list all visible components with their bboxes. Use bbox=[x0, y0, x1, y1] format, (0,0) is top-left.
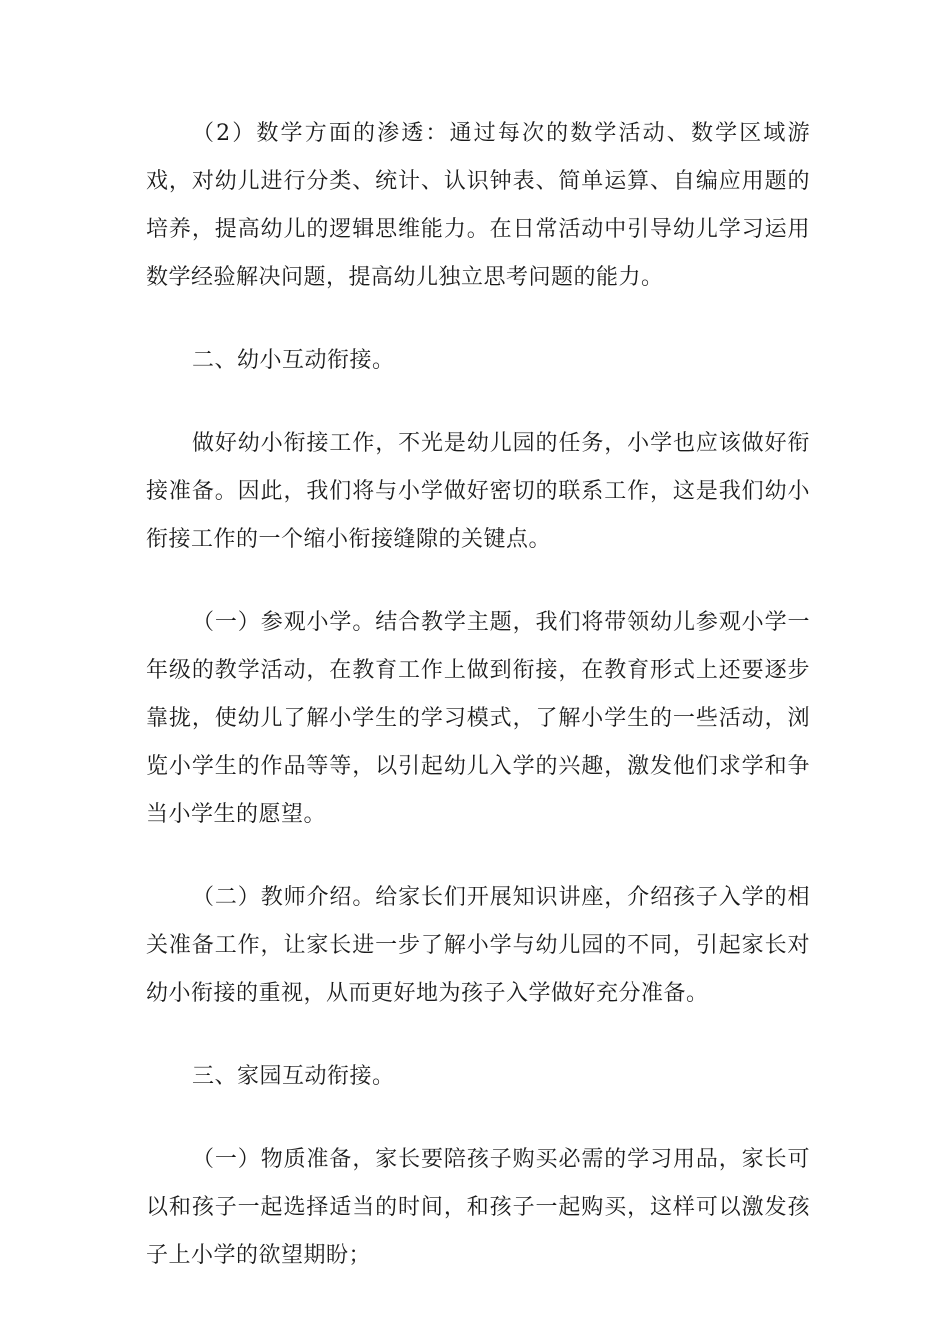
paragraph-visit-school: （一）参观小学。结合教学主题，我们将带领幼儿参观小学一年级的教学活动，在教育工作上做到衔接，在教育形式上还要逐步靠拢，使幼儿了解小学生的学习模式，了解小学生的一些活动，浏览小学生的作品等等，以引起幼儿入学的兴趣，激发他们求学和争当小学生的愿望。 bbox=[146, 610, 810, 827]
paragraph-math-infiltration: （2）数学方面的渗透：通过每次的数学活动、数学区域游戏，对幼儿进行分类、统计、认识钟表、简单运算、自编应用题的培养，提高幼儿的逻辑思维能力。在日常活动中引导幼儿学习运用数学经验解决问题，提高幼儿独立思考问题的能力。 bbox=[146, 121, 810, 290]
paragraph-material-prep: （一）物质准备，家长要陪孩子购买必需的学习用品，家长可以和孩子一起选择适当的时间，和孩子一起购买，这样可以激发孩子上小学的欲望期盼； bbox=[146, 1147, 810, 1268]
section-heading-3: 三、家园互动衔接。 bbox=[192, 1064, 395, 1089]
section-heading-2: 二、幼小互动衔接。 bbox=[192, 348, 395, 373]
paragraph-teacher-intro: （二）教师介绍。给家长们开展知识讲座，介绍孩子入学的相关准备工作，让家长进一步了解小学与幼儿园的不同，引起家长对幼小衔接的重视，从而更好地为孩子入学做好充分准备。 bbox=[146, 885, 810, 1006]
document-body bbox=[146, 110, 810, 1315]
paragraph-school-cooperation: 做好幼小衔接工作，不光是幼儿园的任务，小学也应该做好衔接准备。因此，我们将与小学做好密切的联系工作，这是我们幼小衔接工作的一个缩小衔接缝隙的关键点。 bbox=[146, 431, 810, 552]
